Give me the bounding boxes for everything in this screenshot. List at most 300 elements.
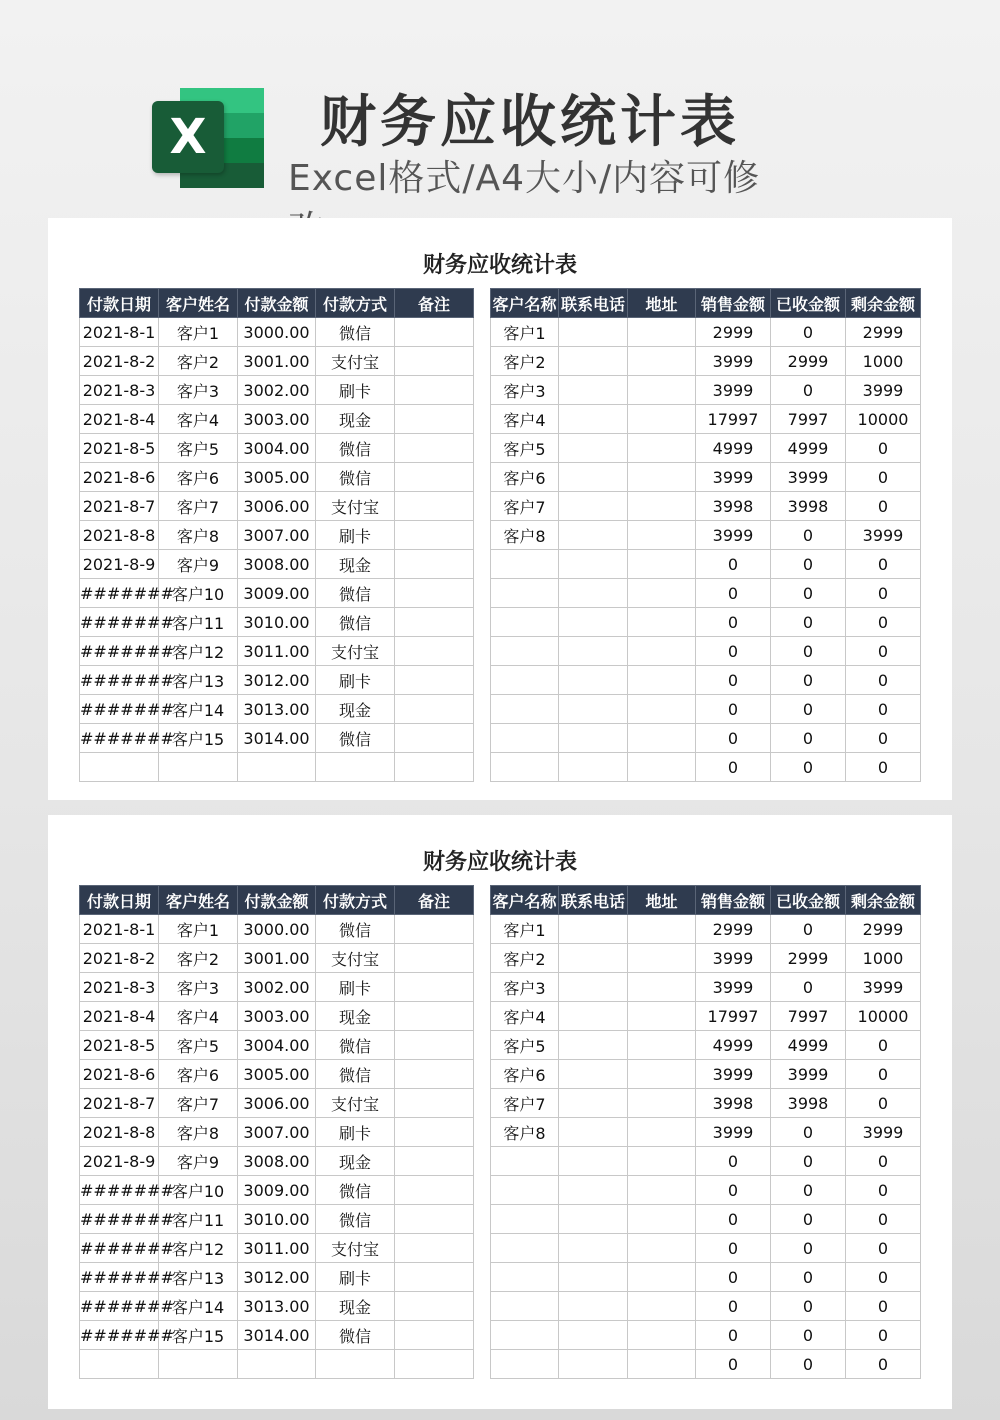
table-cell[interactable]: 3009.00 — [238, 579, 316, 608]
table-cell[interactable]: 刷卡 — [316, 1263, 395, 1292]
table-cell[interactable]: 客户8 — [491, 1118, 559, 1147]
table-cell[interactable] — [238, 1350, 316, 1379]
table-cell[interactable]: 0 — [696, 1292, 771, 1321]
table-cell[interactable]: 0 — [771, 550, 846, 579]
table-cell[interactable] — [491, 724, 559, 753]
table-cell[interactable]: 客户7 — [159, 1089, 238, 1118]
table-cell[interactable]: ####### — [80, 724, 159, 753]
table-cell[interactable]: 客户7 — [491, 492, 559, 521]
table-cell[interactable]: 2021-8-3 — [80, 973, 159, 1002]
table-cell[interactable]: 客户4 — [491, 1002, 559, 1031]
table-cell[interactable] — [395, 492, 474, 521]
table-cell[interactable] — [559, 1147, 628, 1176]
table-cell[interactable]: 2021-8-1 — [80, 318, 159, 347]
table-cell[interactable]: 现金 — [316, 695, 395, 724]
table-cell[interactable]: 1000 — [846, 944, 921, 973]
table-cell[interactable]: 4999 — [771, 1031, 846, 1060]
table-cell[interactable]: 3999 — [846, 376, 921, 405]
table-cell[interactable]: 0 — [696, 637, 771, 666]
table-cell[interactable] — [491, 1205, 559, 1234]
table-cell[interactable] — [491, 1350, 559, 1379]
table-cell[interactable]: 0 — [846, 695, 921, 724]
table-cell[interactable]: 客户13 — [159, 666, 238, 695]
table-cell[interactable]: 3010.00 — [238, 608, 316, 637]
table-cell[interactable]: 3002.00 — [238, 376, 316, 405]
table-cell[interactable] — [559, 1321, 628, 1350]
table-cell[interactable] — [395, 666, 474, 695]
table-cell[interactable] — [491, 753, 559, 782]
table-cell[interactable]: 0 — [771, 1321, 846, 1350]
table-cell[interactable] — [559, 608, 628, 637]
table-cell[interactable]: 0 — [846, 637, 921, 666]
table-cell[interactable]: 0 — [696, 550, 771, 579]
table-cell[interactable] — [628, 550, 696, 579]
table-cell[interactable]: 客户13 — [159, 1263, 238, 1292]
table-cell[interactable]: 客户3 — [159, 376, 238, 405]
table-cell[interactable]: 客户5 — [159, 434, 238, 463]
table-cell[interactable]: 现金 — [316, 1147, 395, 1176]
table-cell[interactable]: 微信 — [316, 579, 395, 608]
table-cell[interactable]: 客户11 — [159, 608, 238, 637]
table-cell[interactable]: 2021-8-7 — [80, 1089, 159, 1118]
table-cell[interactable] — [395, 1234, 474, 1263]
table-cell[interactable]: 2021-8-1 — [80, 915, 159, 944]
table-cell[interactable]: 3009.00 — [238, 1176, 316, 1205]
table-cell[interactable]: 微信 — [316, 463, 395, 492]
table-cell[interactable] — [491, 1292, 559, 1321]
table-cell[interactable] — [395, 973, 474, 1002]
table-cell[interactable]: 0 — [771, 318, 846, 347]
table-cell[interactable]: 3010.00 — [238, 1205, 316, 1234]
table-cell[interactable]: 17997 — [696, 1002, 771, 1031]
table-cell[interactable] — [628, 347, 696, 376]
table-cell[interactable]: 客户4 — [159, 405, 238, 434]
table-cell[interactable]: 2999 — [696, 318, 771, 347]
table-cell[interactable]: 3998 — [771, 492, 846, 521]
table-cell[interactable]: 2021-8-4 — [80, 405, 159, 434]
table-cell[interactable]: 客户12 — [159, 637, 238, 666]
table-cell[interactable] — [628, 1060, 696, 1089]
table-cell[interactable]: 0 — [846, 1321, 921, 1350]
table-cell[interactable]: 微信 — [316, 1060, 395, 1089]
table-cell[interactable]: 2999 — [696, 915, 771, 944]
table-cell[interactable]: 0 — [846, 1031, 921, 1060]
table-cell[interactable] — [395, 1350, 474, 1379]
table-cell[interactable]: 客户1 — [491, 915, 559, 944]
table-cell[interactable]: 4999 — [771, 434, 846, 463]
table-cell[interactable]: 客户10 — [159, 579, 238, 608]
table-cell[interactable] — [559, 347, 628, 376]
table-cell[interactable]: 客户8 — [159, 521, 238, 550]
table-cell[interactable] — [559, 1118, 628, 1147]
table-cell[interactable]: 刷卡 — [316, 376, 395, 405]
table-cell[interactable]: 3001.00 — [238, 944, 316, 973]
table-cell[interactable]: 客户7 — [491, 1089, 559, 1118]
table-cell[interactable]: 0 — [696, 695, 771, 724]
table-cell[interactable] — [491, 1263, 559, 1292]
table-cell[interactable]: 0 — [771, 1350, 846, 1379]
table-cell[interactable]: 3999 — [696, 1060, 771, 1089]
table-cell[interactable]: ####### — [80, 695, 159, 724]
table-cell[interactable] — [559, 1060, 628, 1089]
table-cell[interactable]: 客户15 — [159, 1321, 238, 1350]
table-cell[interactable]: 0 — [696, 724, 771, 753]
table-cell[interactable]: 0 — [771, 376, 846, 405]
table-cell[interactable]: 0 — [771, 695, 846, 724]
table-cell[interactable]: 3000.00 — [238, 318, 316, 347]
table-cell[interactable] — [628, 1031, 696, 1060]
table-cell[interactable] — [628, 1205, 696, 1234]
table-cell[interactable]: 微信 — [316, 608, 395, 637]
table-cell[interactable]: 0 — [846, 434, 921, 463]
table-cell[interactable]: 3998 — [771, 1089, 846, 1118]
table-cell[interactable]: 客户1 — [491, 318, 559, 347]
table-cell[interactable]: 2021-8-2 — [80, 347, 159, 376]
table-cell[interactable] — [559, 1263, 628, 1292]
table-cell[interactable]: 刷卡 — [316, 973, 395, 1002]
table-cell[interactable]: 客户3 — [491, 376, 559, 405]
table-cell[interactable]: 7997 — [771, 1002, 846, 1031]
table-cell[interactable] — [559, 1205, 628, 1234]
table-cell[interactable] — [628, 695, 696, 724]
table-cell[interactable]: 2999 — [846, 915, 921, 944]
table-cell[interactable] — [559, 521, 628, 550]
table-cell[interactable]: 客户4 — [491, 405, 559, 434]
table-cell[interactable] — [395, 521, 474, 550]
table-cell[interactable]: 客户5 — [159, 1031, 238, 1060]
table-cell[interactable] — [559, 666, 628, 695]
table-cell[interactable] — [395, 1321, 474, 1350]
table-cell[interactable] — [491, 1147, 559, 1176]
table-cell[interactable] — [159, 1350, 238, 1379]
table-cell[interactable]: 现金 — [316, 1002, 395, 1031]
table-cell[interactable]: 1000 — [846, 347, 921, 376]
table-cell[interactable] — [628, 944, 696, 973]
table-cell[interactable] — [628, 492, 696, 521]
table-cell[interactable]: 3007.00 — [238, 1118, 316, 1147]
table-cell[interactable]: 现金 — [316, 405, 395, 434]
table-cell[interactable]: 0 — [771, 1147, 846, 1176]
table-cell[interactable] — [395, 579, 474, 608]
table-cell[interactable]: 3014.00 — [238, 724, 316, 753]
table-cell[interactable]: 微信 — [316, 318, 395, 347]
table-cell[interactable]: 0 — [771, 579, 846, 608]
table-cell[interactable]: 客户14 — [159, 1292, 238, 1321]
table-cell[interactable] — [491, 1176, 559, 1205]
table-cell[interactable]: 3999 — [696, 347, 771, 376]
table-cell[interactable]: 0 — [771, 521, 846, 550]
table-cell[interactable] — [559, 637, 628, 666]
table-cell[interactable]: 3999 — [696, 973, 771, 1002]
table-cell[interactable]: 客户4 — [159, 1002, 238, 1031]
table-cell[interactable]: 客户15 — [159, 724, 238, 753]
table-cell[interactable] — [559, 579, 628, 608]
table-cell[interactable]: 3008.00 — [238, 1147, 316, 1176]
table-cell[interactable]: 支付宝 — [316, 637, 395, 666]
table-cell[interactable]: 客户6 — [159, 1060, 238, 1089]
table-cell[interactable] — [395, 1176, 474, 1205]
table-cell[interactable] — [628, 521, 696, 550]
table-cell[interactable]: 3998 — [696, 492, 771, 521]
table-cell[interactable]: 客户3 — [159, 973, 238, 1002]
table-cell[interactable]: 客户9 — [159, 550, 238, 579]
table-cell[interactable] — [395, 318, 474, 347]
table-cell[interactable]: 0 — [696, 608, 771, 637]
table-cell[interactable] — [395, 1089, 474, 1118]
table-cell[interactable]: 客户9 — [159, 1147, 238, 1176]
table-cell[interactable] — [628, 1263, 696, 1292]
table-cell[interactable] — [628, 434, 696, 463]
table-cell[interactable]: 客户1 — [159, 318, 238, 347]
table-cell[interactable] — [559, 1089, 628, 1118]
table-cell[interactable]: 3013.00 — [238, 695, 316, 724]
table-cell[interactable] — [395, 1292, 474, 1321]
table-cell[interactable] — [559, 1031, 628, 1060]
table-cell[interactable]: 3014.00 — [238, 1321, 316, 1350]
table-cell[interactable] — [628, 753, 696, 782]
table-cell[interactable]: 客户3 — [491, 973, 559, 1002]
table-cell[interactable]: 客户7 — [159, 492, 238, 521]
table-cell[interactable] — [628, 724, 696, 753]
table-cell[interactable] — [628, 1176, 696, 1205]
table-cell[interactable]: 2021-8-9 — [80, 1147, 159, 1176]
table-cell[interactable]: 3999 — [696, 521, 771, 550]
table-cell[interactable] — [628, 608, 696, 637]
table-cell[interactable]: 客户1 — [159, 915, 238, 944]
table-cell[interactable] — [559, 492, 628, 521]
table-cell[interactable]: 客户8 — [159, 1118, 238, 1147]
table-cell[interactable]: 3003.00 — [238, 405, 316, 434]
table-cell[interactable] — [395, 608, 474, 637]
table-cell[interactable]: 微信 — [316, 724, 395, 753]
table-cell[interactable]: 客户10 — [159, 1176, 238, 1205]
table-cell[interactable]: 2021-8-2 — [80, 944, 159, 973]
table-cell[interactable]: 0 — [846, 492, 921, 521]
table-cell[interactable] — [559, 1234, 628, 1263]
table-cell[interactable]: 0 — [771, 1176, 846, 1205]
table-cell[interactable]: 客户6 — [491, 463, 559, 492]
table-cell[interactable] — [559, 1176, 628, 1205]
table-cell[interactable] — [628, 637, 696, 666]
table-cell[interactable] — [316, 1350, 395, 1379]
table-cell[interactable]: 17997 — [696, 405, 771, 434]
table-cell[interactable]: 0 — [846, 666, 921, 695]
table-cell[interactable]: 0 — [771, 1234, 846, 1263]
table-cell[interactable] — [395, 1060, 474, 1089]
table-cell[interactable]: 2021-8-5 — [80, 1031, 159, 1060]
table-cell[interactable] — [559, 405, 628, 434]
table-cell[interactable]: 支付宝 — [316, 347, 395, 376]
table-cell[interactable]: 客户8 — [491, 521, 559, 550]
table-cell[interactable]: 0 — [771, 724, 846, 753]
table-cell[interactable]: 微信 — [316, 915, 395, 944]
table-cell[interactable]: 2999 — [771, 944, 846, 973]
table-cell[interactable] — [491, 637, 559, 666]
table-cell[interactable]: 0 — [846, 1060, 921, 1089]
table-cell[interactable]: 0 — [771, 1205, 846, 1234]
table-cell[interactable]: 0 — [771, 915, 846, 944]
table-cell[interactable]: 0 — [771, 608, 846, 637]
table-cell[interactable]: 3001.00 — [238, 347, 316, 376]
table-cell[interactable] — [395, 753, 474, 782]
table-cell[interactable] — [559, 944, 628, 973]
table-cell[interactable] — [395, 405, 474, 434]
table-cell[interactable] — [395, 1205, 474, 1234]
table-cell[interactable]: 支付宝 — [316, 492, 395, 521]
table-cell[interactable]: 4999 — [696, 434, 771, 463]
table-cell[interactable]: ####### — [80, 1205, 159, 1234]
table-cell[interactable]: 0 — [771, 1292, 846, 1321]
table-cell[interactable] — [491, 1234, 559, 1263]
table-cell[interactable]: 3002.00 — [238, 973, 316, 1002]
table-cell[interactable] — [628, 1118, 696, 1147]
table-cell[interactable]: 3011.00 — [238, 637, 316, 666]
table-cell[interactable]: 客户12 — [159, 1234, 238, 1263]
table-cell[interactable]: ####### — [80, 637, 159, 666]
table-cell[interactable]: 3006.00 — [238, 492, 316, 521]
table-cell[interactable]: 3006.00 — [238, 1089, 316, 1118]
table-cell[interactable]: 0 — [771, 973, 846, 1002]
table-cell[interactable]: 0 — [696, 1263, 771, 1292]
table-cell[interactable]: 2021-8-7 — [80, 492, 159, 521]
table-cell[interactable] — [395, 724, 474, 753]
table-cell[interactable] — [159, 753, 238, 782]
table-cell[interactable]: 0 — [846, 1234, 921, 1263]
table-cell[interactable] — [628, 405, 696, 434]
table-cell[interactable] — [491, 695, 559, 724]
table-cell[interactable]: 0 — [771, 1118, 846, 1147]
table-cell[interactable]: 3999 — [846, 521, 921, 550]
table-cell[interactable] — [559, 318, 628, 347]
table-cell[interactable]: 7997 — [771, 405, 846, 434]
table-cell[interactable]: 0 — [846, 550, 921, 579]
table-cell[interactable]: 2021-8-6 — [80, 463, 159, 492]
table-cell[interactable]: ####### — [80, 608, 159, 637]
table-cell[interactable]: 0 — [846, 724, 921, 753]
table-cell[interactable] — [628, 666, 696, 695]
table-cell[interactable]: 3012.00 — [238, 1263, 316, 1292]
table-cell[interactable]: 0 — [771, 1263, 846, 1292]
table-cell[interactable]: 3999 — [771, 463, 846, 492]
table-cell[interactable] — [395, 1002, 474, 1031]
table-cell[interactable]: 3008.00 — [238, 550, 316, 579]
table-cell[interactable]: 2021-8-6 — [80, 1060, 159, 1089]
table-cell[interactable]: 0 — [846, 753, 921, 782]
table-cell[interactable]: 0 — [846, 1350, 921, 1379]
table-cell[interactable] — [395, 434, 474, 463]
table-cell[interactable] — [395, 376, 474, 405]
table-cell[interactable]: 3999 — [696, 463, 771, 492]
table-cell[interactable]: ####### — [80, 1234, 159, 1263]
table-cell[interactable]: 0 — [696, 1234, 771, 1263]
table-cell[interactable]: 0 — [846, 463, 921, 492]
table-cell[interactable]: ####### — [80, 666, 159, 695]
table-cell[interactable]: ####### — [80, 1176, 159, 1205]
table-cell[interactable] — [628, 915, 696, 944]
table-cell[interactable]: 刷卡 — [316, 1118, 395, 1147]
table-cell[interactable] — [628, 1292, 696, 1321]
table-cell[interactable]: 3999 — [846, 1118, 921, 1147]
table-cell[interactable] — [628, 463, 696, 492]
table-cell[interactable]: 微信 — [316, 1176, 395, 1205]
table-cell[interactable] — [395, 1031, 474, 1060]
table-cell[interactable]: 0 — [696, 753, 771, 782]
table-cell[interactable]: 0 — [846, 1147, 921, 1176]
table-cell[interactable]: ####### — [80, 1321, 159, 1350]
table-cell[interactable]: 现金 — [316, 1292, 395, 1321]
table-cell[interactable] — [395, 1147, 474, 1176]
table-cell[interactable] — [559, 724, 628, 753]
table-cell[interactable]: 3998 — [696, 1089, 771, 1118]
table-cell[interactable] — [628, 376, 696, 405]
table-cell[interactable]: 刷卡 — [316, 666, 395, 695]
table-cell[interactable] — [559, 550, 628, 579]
table-cell[interactable]: 客户5 — [491, 434, 559, 463]
table-cell[interactable]: 客户2 — [491, 944, 559, 973]
table-cell[interactable] — [395, 915, 474, 944]
table-cell[interactable]: 3000.00 — [238, 915, 316, 944]
table-cell[interactable] — [628, 579, 696, 608]
table-cell[interactable] — [628, 1147, 696, 1176]
table-cell[interactable]: 3004.00 — [238, 1031, 316, 1060]
table-cell[interactable] — [395, 1263, 474, 1292]
table-cell[interactable] — [491, 579, 559, 608]
table-cell[interactable] — [238, 753, 316, 782]
table-cell[interactable]: 2021-8-4 — [80, 1002, 159, 1031]
table-cell[interactable]: 0 — [696, 1205, 771, 1234]
table-cell[interactable]: 0 — [696, 1176, 771, 1205]
table-cell[interactable]: 微信 — [316, 1205, 395, 1234]
table-cell[interactable] — [395, 550, 474, 579]
table-cell[interactable]: 3011.00 — [238, 1234, 316, 1263]
table-cell[interactable]: 3003.00 — [238, 1002, 316, 1031]
table-cell[interactable]: 客户11 — [159, 1205, 238, 1234]
table-cell[interactable] — [559, 434, 628, 463]
table-cell[interactable]: 3013.00 — [238, 1292, 316, 1321]
table-cell[interactable] — [559, 376, 628, 405]
table-cell[interactable] — [559, 1292, 628, 1321]
table-cell[interactable]: 3999 — [696, 376, 771, 405]
table-cell[interactable]: 微信 — [316, 1031, 395, 1060]
table-cell[interactable] — [628, 1002, 696, 1031]
table-cell[interactable] — [395, 637, 474, 666]
table-cell[interactable]: 0 — [696, 1147, 771, 1176]
table-cell[interactable]: 客户6 — [159, 463, 238, 492]
table-cell[interactable]: 3999 — [846, 973, 921, 1002]
table-cell[interactable]: 支付宝 — [316, 1234, 395, 1263]
table-cell[interactable] — [559, 1002, 628, 1031]
table-cell[interactable]: 2021-8-8 — [80, 521, 159, 550]
table-cell[interactable]: 2021-8-3 — [80, 376, 159, 405]
table-cell[interactable] — [395, 463, 474, 492]
table-cell[interactable]: ####### — [80, 579, 159, 608]
table-cell[interactable]: 3005.00 — [238, 463, 316, 492]
table-cell[interactable]: 支付宝 — [316, 944, 395, 973]
table-cell[interactable] — [559, 753, 628, 782]
table-cell[interactable] — [559, 973, 628, 1002]
table-cell[interactable] — [395, 695, 474, 724]
table-cell[interactable] — [491, 550, 559, 579]
table-cell[interactable] — [559, 1350, 628, 1379]
table-cell[interactable] — [628, 1350, 696, 1379]
table-cell[interactable] — [491, 1321, 559, 1350]
table-cell[interactable]: 3005.00 — [238, 1060, 316, 1089]
table-cell[interactable]: 2021-8-5 — [80, 434, 159, 463]
table-cell[interactable]: ####### — [80, 1292, 159, 1321]
table-cell[interactable]: 0 — [846, 1205, 921, 1234]
table-cell[interactable]: 0 — [771, 666, 846, 695]
table-cell[interactable]: 2999 — [771, 347, 846, 376]
